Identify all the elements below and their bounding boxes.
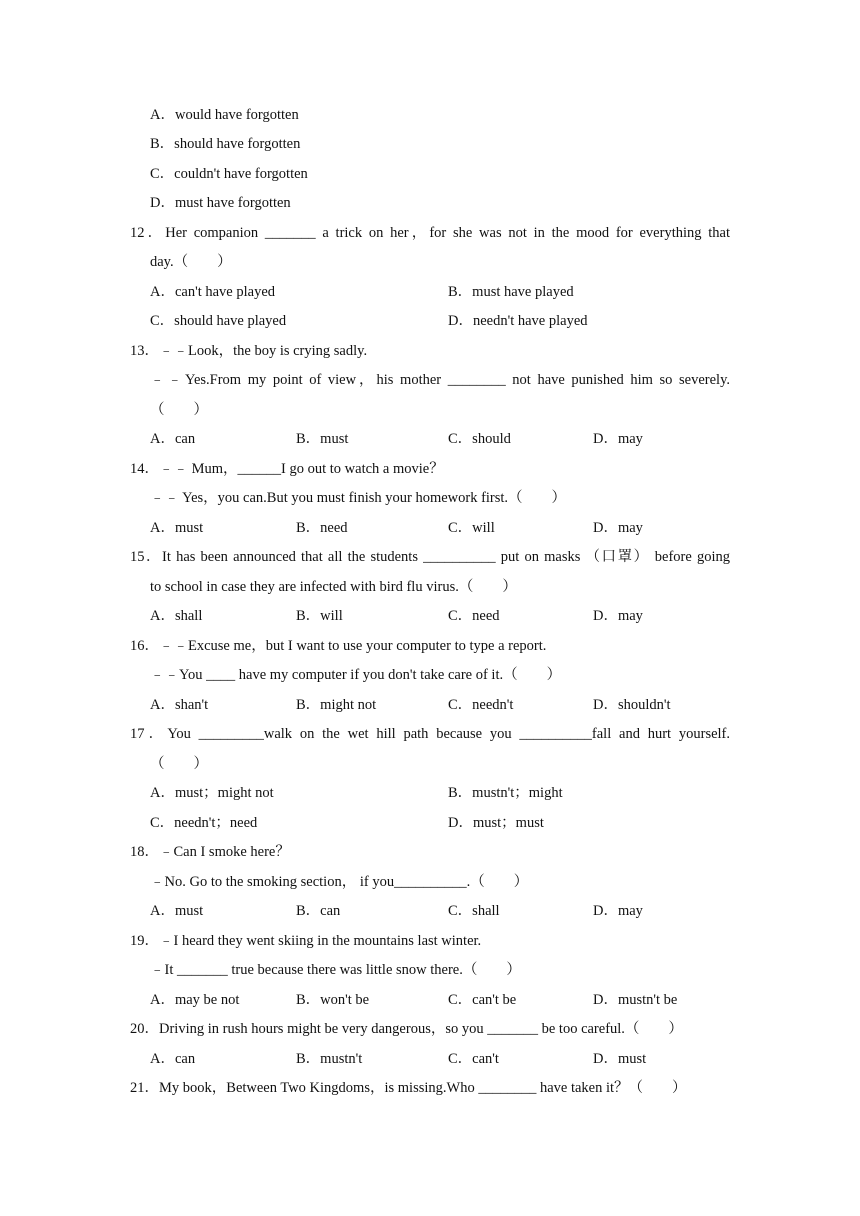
q19-stem-cont: ﹣It _______ true because there was little snow there.（ ） [150,962,521,978]
q13-option-a: A．can [150,431,196,447]
q13-option-b: B．must [296,431,349,447]
q18-option-b: B．can [296,903,341,919]
q15-option-d: D．may [593,608,643,624]
q18-option-c: C．shall [448,903,500,919]
q13-stem: 13．﹣﹣Look，the boy is crying sadly. [130,343,368,359]
q12-option-d: D．needn't have played [448,313,588,329]
q14-option-a: A．must [150,520,204,536]
q14-stem-cont: ﹣﹣ Yes，you can.But you must finish your homework first.（ ） [150,490,567,506]
q12-stem: 12．Her companion _______ a trick on her，for she was not in the mood for everything that [130,225,730,241]
q17-option-b: B．mustn't；might [448,785,563,801]
q12-option-b: B．must have played [448,284,574,300]
q13-stem-cont: ﹣﹣Yes.From my point of view，his mother ________ not have punished him so severely. [150,372,730,388]
q14-option-d: D．may [593,520,643,536]
q16-stem-cont: ﹣﹣You ____ have my computer if you don't take care of it.（ ） [150,667,562,683]
q15-option-c: C．need [448,608,500,624]
q17-option-a: A．must；might not [150,785,274,801]
q20-option-c: C．can't [448,1051,499,1067]
q15-option-b: B．will [296,608,343,624]
q17-answer-paren: （ ） [150,756,208,772]
q11-option-a: A．would have forgotten [150,107,299,123]
q18-option-a: A．must [150,903,204,919]
q11-option-c: C．couldn't have forgotten [150,166,308,182]
q20-option-d: D．must [593,1051,647,1067]
q13-option-d: D．may [593,431,643,447]
q18-stem: 18．﹣Can I smoke here？ [130,844,290,860]
q18-stem-cont: ﹣No. Go to the smoking section， if you__________.（ ） [150,874,529,890]
q19-stem: 19．﹣I heard they went skiing in the mountains last winter. [130,933,482,949]
q16-option-a: A．shan't [150,697,209,713]
q15-stem-cont: to school in case they are infected with bird flu virus.（ ） [150,579,517,595]
q19-option-b: B．won't be [296,992,370,1008]
q16-option-b: B．might not [296,697,377,713]
q15-option-a: A．shall [150,608,203,624]
q17-option-d: D．must；must [448,815,544,831]
q16-stem: 16．﹣﹣Excuse me，but I want to use your computer to type a report. [130,638,547,654]
q15-stem: 15．It has been announced that all the students __________ put on masks （口罩） before going [130,549,730,565]
q11-option-b: B．should have forgotten [150,136,301,152]
q12-stem-cont: day.（ ） [150,254,232,270]
q11-option-d: D．must have forgotten [150,195,291,211]
q18-option-d: D．may [593,903,643,919]
q20-stem: 20．Driving in rush hours might be very dangerous，so you _______ be too careful.（ ） [130,1021,683,1037]
q16-option-c: C．needn't [448,697,514,713]
q16-option-d: D．shouldn't [593,697,671,713]
q14-option-b: B．need [296,520,348,536]
q17-option-c: C．needn't；need [150,815,258,831]
q14-option-c: C．will [448,520,495,536]
q19-option-a: A．may be not [150,992,240,1008]
q21-stem: 21．My book，Between Two Kingdoms，is missing.Who ________ have taken it？（ ） [130,1080,687,1096]
q12-option-a: A．can't have played [150,284,276,300]
q12-option-c: C．should have played [150,313,287,329]
q20-option-b: B．mustn't [296,1051,363,1067]
q19-option-d: D．mustn't be [593,992,678,1008]
q14-stem: 14．﹣﹣ Mum，______I go out to watch a movie？ [130,461,444,477]
q19-option-c: C．can't be [448,992,517,1008]
q17-stem: 17．You _________walk on the wet hill path because you __________fall and hurt yourself. [130,726,730,742]
q13-option-c: C．should [448,431,511,447]
q20-option-a: A．can [150,1051,196,1067]
q13-answer-paren: （ ） [150,402,208,418]
